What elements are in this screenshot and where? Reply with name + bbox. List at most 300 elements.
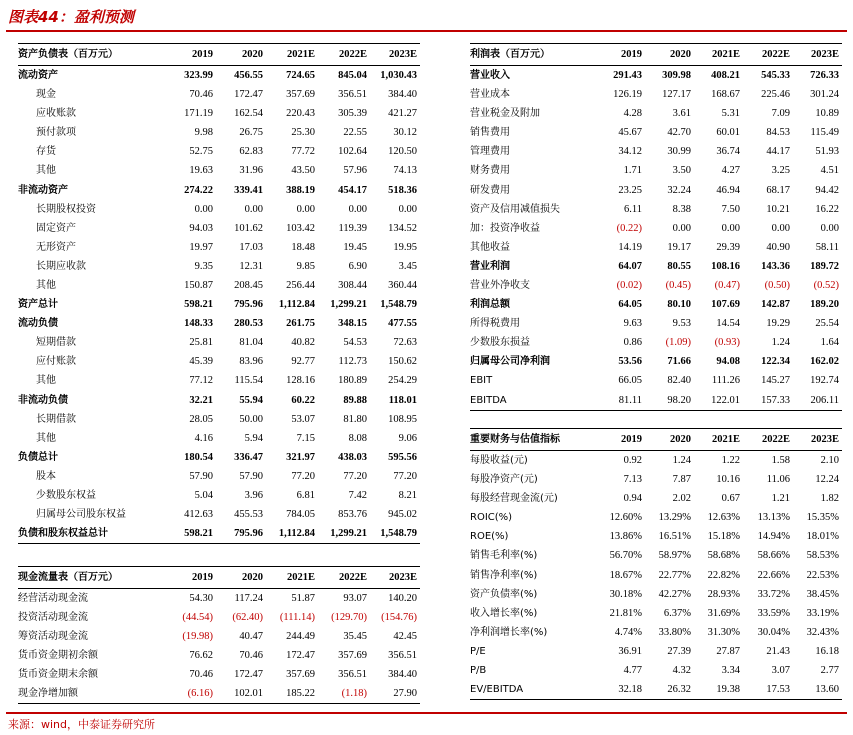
cell-value: 0.94 xyxy=(623,493,642,505)
cell-value: 112.73 xyxy=(338,356,367,368)
row-label: 资产负债率(%) xyxy=(470,588,538,600)
cell-value: 32.24 xyxy=(667,184,691,196)
table-row xyxy=(470,142,842,161)
cell-value: 3.07 xyxy=(771,664,790,676)
column-header: 2020 xyxy=(216,567,266,589)
cell-value: 784.05 xyxy=(286,509,315,521)
cell-value: 128.16 xyxy=(286,375,315,387)
row-label: 每股净资产(元) xyxy=(470,474,538,486)
table-title: 资产负债表（百万元） xyxy=(18,44,166,66)
row-label: 流动资产 xyxy=(18,70,58,81)
cell-value: 150.87 xyxy=(184,279,213,291)
cell-value: 51.87 xyxy=(291,593,315,604)
cell-value: 77.72 xyxy=(291,146,315,158)
table-row xyxy=(470,661,842,680)
cell-value: 17.53 xyxy=(743,680,793,700)
row-label: 无形资产 xyxy=(36,241,76,253)
cell-value: 3.50 xyxy=(672,165,691,177)
cell-value: 0.00 xyxy=(721,222,740,234)
cell-value: (0.45) xyxy=(665,279,691,291)
cell-value: 72.63 xyxy=(393,337,417,349)
cell-value: 94.08 xyxy=(716,356,740,368)
cell-value: 126.19 xyxy=(613,89,642,101)
cell-value: 0.92 xyxy=(623,455,642,466)
row-label: 研发费用 xyxy=(470,184,510,196)
row-label: EBITDA xyxy=(470,391,596,411)
cell-value: 1.24 xyxy=(771,337,790,349)
cell-value: (44.54) xyxy=(182,612,213,624)
cell-value: 57.90 xyxy=(189,470,213,482)
column-header: 2023E xyxy=(370,44,420,66)
cell-value: 31.30% xyxy=(707,626,740,638)
cell-value: 8.08 xyxy=(348,432,367,444)
table-row xyxy=(18,314,420,333)
column-header: 2020 xyxy=(645,429,694,451)
cell-value: 853.76 xyxy=(338,509,367,521)
cash-flow-table xyxy=(18,566,420,704)
table-row xyxy=(18,295,420,314)
table-row xyxy=(18,333,420,352)
cell-value: 142.87 xyxy=(761,299,790,311)
cell-value: (62.40) xyxy=(232,612,263,624)
cell-value: 4.16 xyxy=(194,432,213,444)
cell-value: 89.88 xyxy=(343,394,367,406)
cell-value: 1,548.79 xyxy=(370,524,420,544)
cell-value: 40.82 xyxy=(291,337,315,349)
table-row xyxy=(470,295,842,314)
cell-value: 31.69% xyxy=(707,607,740,619)
cell-value: 51.93 xyxy=(815,146,839,158)
table-row xyxy=(18,276,420,295)
cell-value: 274.22 xyxy=(184,184,213,196)
cell-value: 4.27 xyxy=(721,165,740,177)
row-label: 销售毛利率(%) xyxy=(470,550,538,562)
table-row xyxy=(470,219,842,238)
cell-value: 162.54 xyxy=(234,108,263,120)
cell-value: 168.67 xyxy=(711,89,740,101)
row-label: 预付款项 xyxy=(36,127,76,139)
cell-value: (0.02) xyxy=(616,279,642,291)
cell-value: 0.00 xyxy=(348,203,367,215)
row-label: 营业收入 xyxy=(470,70,510,81)
cell-value: 70.46 xyxy=(239,650,263,662)
cell-value: 26.32 xyxy=(645,680,694,700)
balance-sheet-panel xyxy=(18,43,420,544)
table-row xyxy=(470,623,842,642)
cell-value: 70.46 xyxy=(189,89,213,101)
table-row xyxy=(470,371,842,390)
cell-value: 18.01% xyxy=(806,531,839,543)
table-row xyxy=(470,642,842,661)
row-label: 加：投资净收益 xyxy=(470,222,540,234)
cell-value: 256.44 xyxy=(286,279,315,291)
row-label: 其他 xyxy=(36,432,56,444)
row-label: 营业外净收支 xyxy=(470,279,530,291)
cell-value: 280.53 xyxy=(234,318,263,330)
table-row xyxy=(18,391,420,410)
table-row xyxy=(470,180,842,199)
cell-value: 13.60 xyxy=(793,680,842,700)
cell-value: 60.22 xyxy=(291,394,315,406)
column-header: 2023E xyxy=(793,44,842,66)
row-label: 非流动负债 xyxy=(18,394,68,406)
table-row xyxy=(18,371,420,390)
table-row xyxy=(470,333,842,352)
cell-value: 32.43% xyxy=(806,626,839,638)
cell-value: 2.77 xyxy=(820,664,839,676)
cell-value: 12.63% xyxy=(707,512,740,524)
cell-value: 22.82% xyxy=(707,569,740,581)
cell-value: 172.47 xyxy=(234,89,263,101)
cell-value: 57.96 xyxy=(343,165,367,177)
cell-value: 16.22 xyxy=(815,203,839,215)
cell-value: 1,548.79 xyxy=(380,299,417,311)
cell-value: 0.00 xyxy=(244,203,263,215)
cell-value: 323.99 xyxy=(184,70,213,81)
cell-value: 31.96 xyxy=(239,165,263,177)
cell-value: 9.06 xyxy=(398,432,417,444)
table-row xyxy=(18,123,420,142)
table-row xyxy=(470,585,842,604)
cell-value: 0.00 xyxy=(771,222,790,234)
cell-value: 1.24 xyxy=(672,455,691,466)
row-label: ROIC(%) xyxy=(470,512,513,524)
table-row xyxy=(18,646,420,665)
cell-value: 339.41 xyxy=(234,184,263,196)
cell-value: 42.27% xyxy=(658,588,691,600)
cell-value: 18.67% xyxy=(609,569,642,581)
cell-value: 80.55 xyxy=(667,260,691,272)
cell-value: 189.20 xyxy=(810,299,839,311)
cell-value: 5.94 xyxy=(244,432,263,444)
row-label: 所得税费用 xyxy=(470,318,520,330)
row-label: P/E xyxy=(470,645,486,657)
cell-value: 225.46 xyxy=(761,89,790,101)
row-label: 投资活动现金流 xyxy=(18,612,88,624)
row-label: 销售费用 xyxy=(470,127,510,139)
cell-value: 120.50 xyxy=(388,146,417,158)
cell-value: 9.63 xyxy=(623,318,642,330)
cell-value: 724.65 xyxy=(286,70,315,81)
row-label: 利润总额 xyxy=(470,299,510,311)
cell-value: 1.82 xyxy=(820,493,839,505)
row-label: 负债和股东权益总计 xyxy=(18,524,166,544)
row-label: 非流动资产 xyxy=(18,184,68,196)
table-row xyxy=(18,104,420,123)
cell-value: 19.17 xyxy=(667,241,691,253)
table-row xyxy=(18,180,420,199)
cell-value: 16.51% xyxy=(658,531,691,543)
cell-value: 9.53 xyxy=(672,318,691,330)
cell-value: 13.86% xyxy=(609,531,642,543)
cell-value: 4.28 xyxy=(623,108,642,120)
cell-value: 6.37% xyxy=(663,607,691,619)
cell-value: 22.55 xyxy=(343,127,367,139)
cell-value: 0.86 xyxy=(623,337,642,349)
cell-value: 185.22 xyxy=(266,684,318,704)
cell-value: 42.45 xyxy=(393,631,417,643)
cell-value: 1,299.21 xyxy=(330,299,367,311)
cell-value: 1,030.43 xyxy=(380,70,417,81)
table-row xyxy=(470,508,842,527)
row-label: 其他 xyxy=(36,165,56,177)
table-row xyxy=(18,200,420,219)
row-label: 股本 xyxy=(36,470,56,482)
cell-value: 40.90 xyxy=(766,241,790,253)
cell-value: 162.02 xyxy=(810,356,839,368)
cell-value: 84.53 xyxy=(766,127,790,139)
figure-title: 图表44：盈利预测 xyxy=(8,8,134,26)
table-row xyxy=(18,429,420,448)
table-row xyxy=(18,684,420,704)
cell-value: 42.70 xyxy=(667,127,691,139)
cell-value: 336.47 xyxy=(234,451,263,463)
column-header: 2020 xyxy=(645,44,694,66)
table-row xyxy=(470,200,842,219)
column-header: 2023E xyxy=(793,429,842,451)
cell-value: 0.67 xyxy=(721,493,740,505)
cell-value: 291.43 xyxy=(613,70,642,81)
row-label: 长期借款 xyxy=(36,413,76,425)
cell-value: 145.27 xyxy=(761,375,790,387)
cell-value: 3.96 xyxy=(244,490,263,502)
cell-value: 7.87 xyxy=(672,474,691,486)
cell-value: 7.15 xyxy=(296,432,315,444)
cell-value: 25.81 xyxy=(189,337,213,349)
row-label: 存货 xyxy=(36,146,56,158)
cell-value: 54.53 xyxy=(343,337,367,349)
cell-value: 30.18% xyxy=(609,588,642,600)
cell-value: 117.24 xyxy=(234,593,263,604)
cell-value: 122.34 xyxy=(761,356,790,368)
cell-value: 9.85 xyxy=(296,260,315,272)
column-header: 2023E xyxy=(370,567,420,589)
cell-value: 10.16 xyxy=(716,474,740,486)
cell-value: 101.62 xyxy=(234,222,263,234)
cell-value: 36.91 xyxy=(618,645,642,657)
cell-value: 18.48 xyxy=(291,241,315,253)
table-row xyxy=(470,85,842,104)
cell-value: 845.04 xyxy=(338,70,367,81)
cell-value: 1,299.21 xyxy=(318,524,370,544)
cell-value: 1.64 xyxy=(820,337,839,349)
cell-value: (0.47) xyxy=(714,279,740,291)
table-row xyxy=(18,161,420,180)
row-label: 长期应收款 xyxy=(36,260,86,272)
row-label: 经营活动现金流 xyxy=(18,593,88,604)
cell-value: 13.29% xyxy=(658,512,691,524)
cell-value: 77.20 xyxy=(291,470,315,482)
cell-value: 384.40 xyxy=(388,669,417,681)
table-row xyxy=(470,66,842,86)
cell-value: 357.69 xyxy=(338,650,367,662)
row-label: EV/EBITDA xyxy=(470,680,596,700)
cell-value: 2.02 xyxy=(672,493,691,505)
table-row xyxy=(470,276,842,295)
cell-value: 64.05 xyxy=(618,299,642,311)
table-row xyxy=(18,352,420,371)
table-row xyxy=(18,142,420,161)
row-label: 销售净利率(%) xyxy=(470,569,538,581)
cell-value: 598.21 xyxy=(184,299,213,311)
cell-value: 33.19% xyxy=(806,607,839,619)
table-title: 利润表（百万元） xyxy=(470,44,596,66)
cell-value: 70.46 xyxy=(189,669,213,681)
cell-value: 8.21 xyxy=(398,490,417,502)
cell-value: 15.35% xyxy=(806,512,839,524)
cell-value: 103.42 xyxy=(286,222,315,234)
cell-value: 356.51 xyxy=(388,650,417,662)
cell-value: 1.71 xyxy=(623,165,642,177)
cell-value: 115.54 xyxy=(234,375,263,387)
cell-value: 180.89 xyxy=(338,375,367,387)
key-ratios-panel xyxy=(470,428,842,700)
cell-value: 127.17 xyxy=(662,89,691,101)
table-row xyxy=(18,66,420,86)
cell-value: 17.03 xyxy=(239,241,263,253)
cell-value: (19.98) xyxy=(182,631,213,643)
table-row xyxy=(470,470,842,489)
table-row xyxy=(18,608,420,627)
table-row xyxy=(18,627,420,646)
table-row xyxy=(18,238,420,257)
cell-value: 32.21 xyxy=(189,394,213,406)
row-label: 货币资金期末余额 xyxy=(18,669,98,681)
cell-value: 3.45 xyxy=(398,260,417,272)
cell-value: 94.03 xyxy=(189,222,213,234)
cell-value: 33.59% xyxy=(757,607,790,619)
cell-value: 454.17 xyxy=(338,184,367,196)
cell-value: 34.12 xyxy=(618,146,642,158)
cell-value: 10.21 xyxy=(766,203,790,215)
cell-value: (0.50) xyxy=(764,279,790,291)
cell-value: 9.35 xyxy=(194,260,213,272)
row-label: 每股经营现金流(元) xyxy=(470,493,558,505)
cell-value: 4.51 xyxy=(820,165,839,177)
cell-value: 208.45 xyxy=(234,279,263,291)
cell-value: 438.03 xyxy=(338,451,367,463)
cell-value: 83.96 xyxy=(239,356,263,368)
cell-value: 308.44 xyxy=(338,279,367,291)
cell-value: 518.36 xyxy=(388,184,417,196)
cell-value: 33.72% xyxy=(757,588,790,600)
cell-value: 189.72 xyxy=(810,260,839,272)
cell-value: 192.74 xyxy=(810,375,839,387)
cell-value: 66.05 xyxy=(618,375,642,387)
cell-value: 12.31 xyxy=(239,260,263,272)
row-label: P/B xyxy=(470,664,487,676)
column-header: 2022E xyxy=(743,44,793,66)
row-label: ROE(%) xyxy=(470,531,509,543)
table-row xyxy=(470,680,842,700)
row-label: 其他 xyxy=(36,279,56,291)
table-row xyxy=(18,665,420,684)
cell-value: 77.12 xyxy=(189,375,213,387)
cell-value: 9.98 xyxy=(194,127,213,139)
source-divider xyxy=(6,712,847,714)
cell-value: 32.18 xyxy=(596,680,645,700)
income-statement-table xyxy=(470,43,842,411)
cell-value: 29.39 xyxy=(716,241,740,253)
cell-value: 27.39 xyxy=(667,645,691,657)
cell-value: 46.94 xyxy=(716,184,740,196)
cell-value: 2.10 xyxy=(820,455,839,466)
cell-value: 60.01 xyxy=(716,127,740,139)
row-label: 收入增长率(%) xyxy=(470,607,538,619)
cell-value: 21.43 xyxy=(766,645,790,657)
title-divider xyxy=(6,30,847,32)
cell-value: 206.11 xyxy=(793,391,842,411)
cell-value: 22.66% xyxy=(757,569,790,581)
table-row xyxy=(470,391,842,411)
cell-value: 21.81% xyxy=(609,607,642,619)
cell-value: 19.29 xyxy=(766,318,790,330)
cell-value: 81.04 xyxy=(239,337,263,349)
cell-value: 43.50 xyxy=(291,165,315,177)
cell-value: 82.40 xyxy=(667,375,691,387)
cell-value: 108.95 xyxy=(388,413,417,425)
cell-value: 119.39 xyxy=(338,222,367,234)
cell-value: 157.33 xyxy=(743,391,793,411)
cell-value: 98.20 xyxy=(645,391,694,411)
table-row xyxy=(18,505,420,524)
cell-value: 58.53% xyxy=(806,550,839,562)
cell-value: 102.01 xyxy=(216,684,266,704)
cell-value: 45.39 xyxy=(189,356,213,368)
header-row xyxy=(470,429,842,451)
cell-value: 388.19 xyxy=(286,184,315,196)
row-label: 净利润增长率(%) xyxy=(470,626,548,638)
cell-value: 1.21 xyxy=(771,493,790,505)
cell-value: 25.54 xyxy=(815,318,839,330)
cell-value: 360.44 xyxy=(388,279,417,291)
table-title: 现金流量表（百万元） xyxy=(18,567,166,589)
cell-value: 107.69 xyxy=(711,299,740,311)
cell-value: 14.54 xyxy=(716,318,740,330)
table-row xyxy=(470,565,842,584)
cell-value: 254.29 xyxy=(388,375,417,387)
cell-value: 71.66 xyxy=(667,356,691,368)
cell-value: 25.30 xyxy=(291,127,315,139)
cell-value: 11.06 xyxy=(766,474,790,486)
column-header: 2022E xyxy=(318,567,370,589)
table-row xyxy=(470,123,842,142)
cell-value: 58.66% xyxy=(757,550,790,562)
row-label: 筹资活动现金流 xyxy=(18,631,88,643)
cell-value: 58.97% xyxy=(658,550,691,562)
cell-value: 33.80% xyxy=(658,626,691,638)
income-statement-panel xyxy=(470,43,842,411)
table-row xyxy=(470,546,842,565)
row-label: 少数股东权益 xyxy=(36,490,96,502)
cell-value: 13.13% xyxy=(757,512,790,524)
cell-value: 53.56 xyxy=(618,356,642,368)
cell-value: 3.34 xyxy=(721,664,740,676)
cell-value: 148.33 xyxy=(184,318,213,330)
cell-value: 140.20 xyxy=(388,593,417,604)
row-label: 营业税金及附加 xyxy=(470,108,540,120)
column-header: 2020 xyxy=(216,44,266,66)
table-row xyxy=(18,257,420,276)
cell-value: 3.61 xyxy=(672,108,691,120)
cell-value: 55.94 xyxy=(239,394,263,406)
cell-value: 172.47 xyxy=(234,669,263,681)
cell-value: 14.94% xyxy=(757,531,790,543)
cell-value: 795.96 xyxy=(216,524,266,544)
table-row xyxy=(18,486,420,505)
table-row xyxy=(470,352,842,371)
cell-value: 384.40 xyxy=(388,89,417,101)
